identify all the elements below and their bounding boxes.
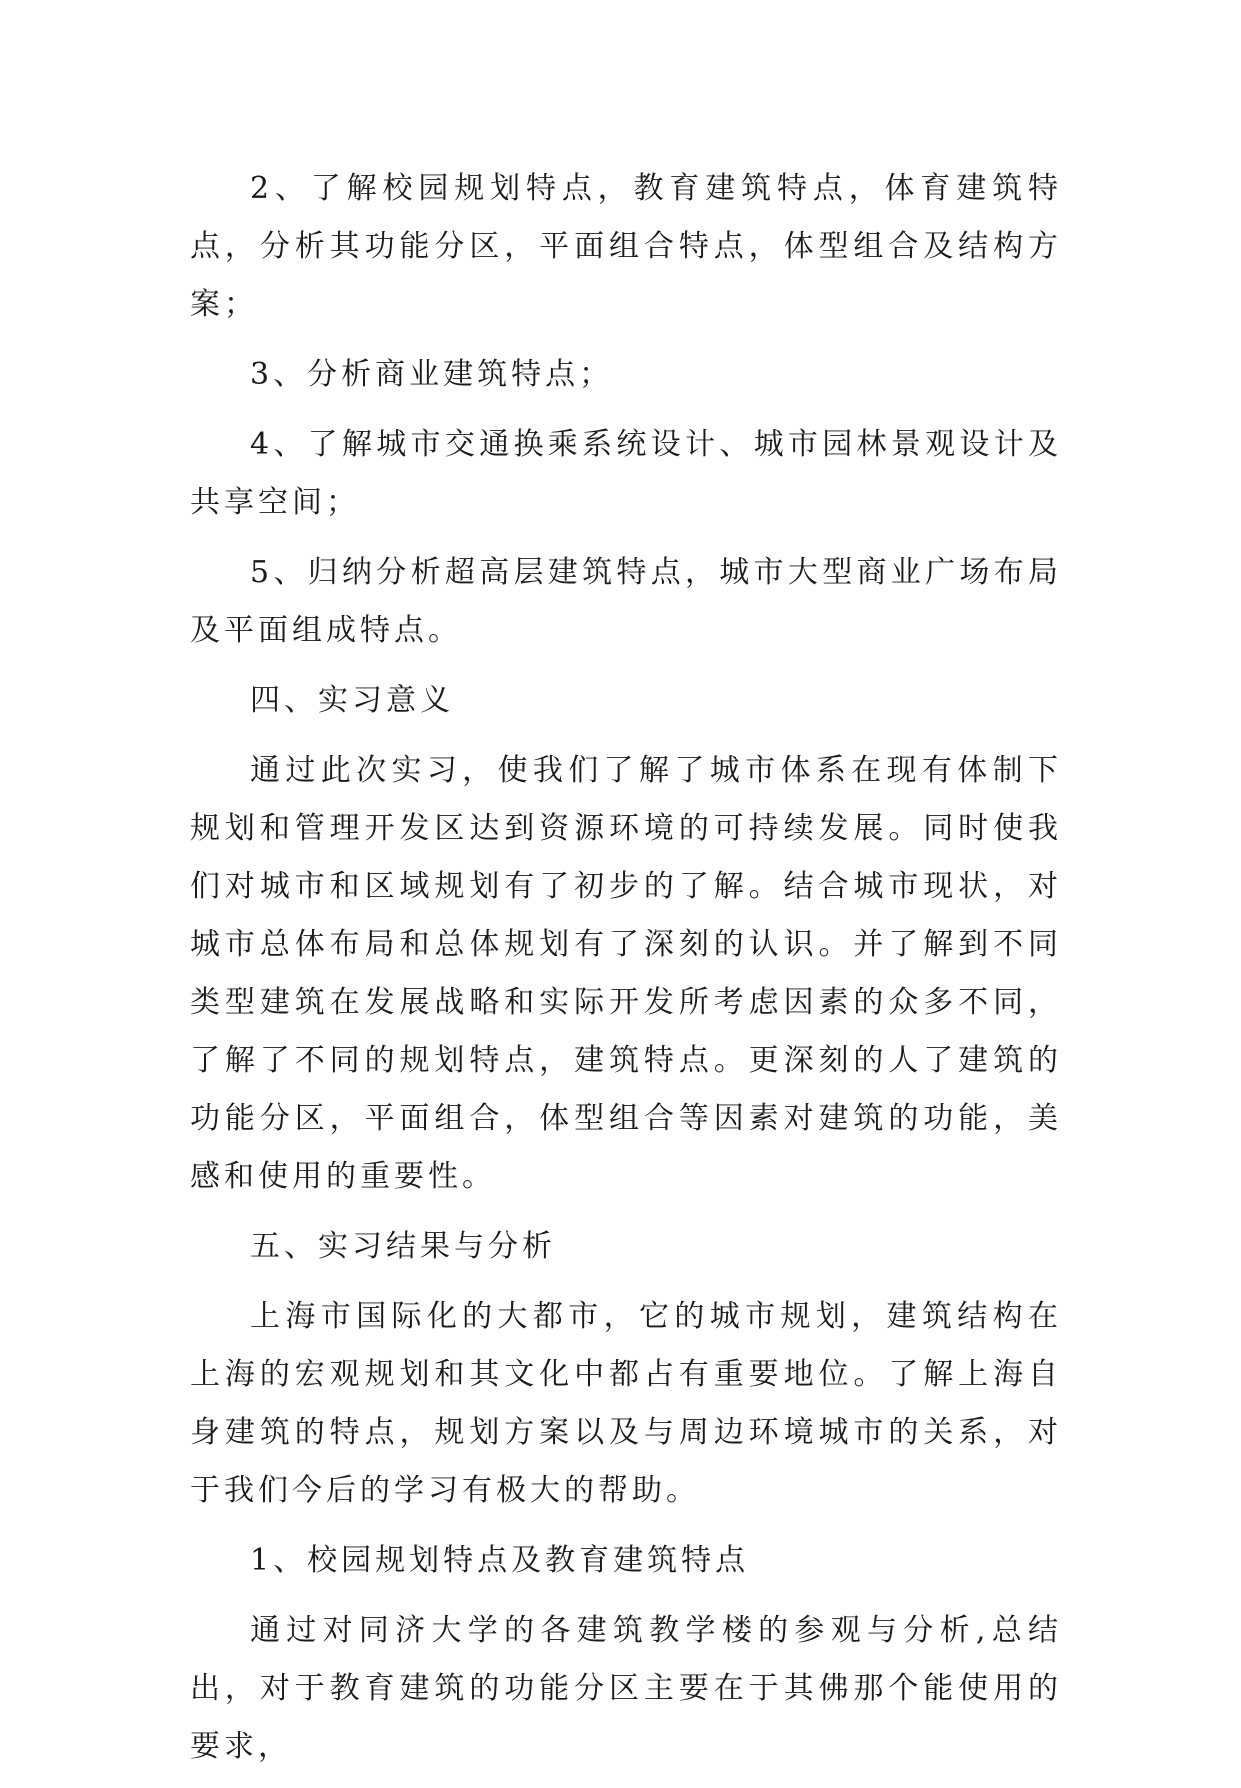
section-heading-results: 五、实习结果与分析 — [250, 1229, 556, 1264]
paragraph-significance: 通过此次实习，使我们了解了城市体系在现有体制下规划和管理开发区达到资源环境的可持续发展。同时使我们对城市和区域规划有了初步的了解。结合城市现状，对城市总体布局和总体规划有了深刻的认识。并了解到不同类型建筑在发展战略和实际开发所考虑因素的众多不同，了解了不同的规划特点，建筑特点。更深刻的人了建筑的功能分区，平面组合，体型组合等因素对建筑的功能，美感和使用的重要性。 — [190, 753, 1062, 1194]
paragraph-item-3: 3、分析商业建筑特点； — [250, 357, 614, 392]
document-page — [190, 160, 1062, 1788]
section-heading-significance: 四、实习意义 — [250, 683, 454, 718]
paragraph-campus: 通过对同济大学的各建筑教学楼的参观与分析,总结出，对于教育建筑的功能分区主要在于其佛那个能使用的要求， — [190, 1613, 1062, 1764]
paragraph-item-5: 5、归纳分析超高层建筑特点，城市大型商业广场布局及平面组成特点。 — [190, 555, 1062, 648]
paragraph-results: 上海市国际化的大都市，它的城市规划，建筑结构在上海的宏观规划和其文化中都占有重要地位。了解上海自身建筑的特点，规划方案以及与周边环境城市的关系，对于我们今后的学习有极大的帮助。 — [190, 1299, 1062, 1508]
paragraph-item-4: 4、了解城市交通换乘系统设计、城市园林景观设计及共享空间； — [190, 427, 1062, 520]
subsection-heading-campus: 1、校园规划特点及教育建筑特点 — [250, 1543, 750, 1578]
paragraph-item-2: 2、了解校园规划特点，教育建筑特点，体育建筑特点，分析其功能分区，平面组合特点，体型组合及结构方案； — [190, 171, 1062, 322]
